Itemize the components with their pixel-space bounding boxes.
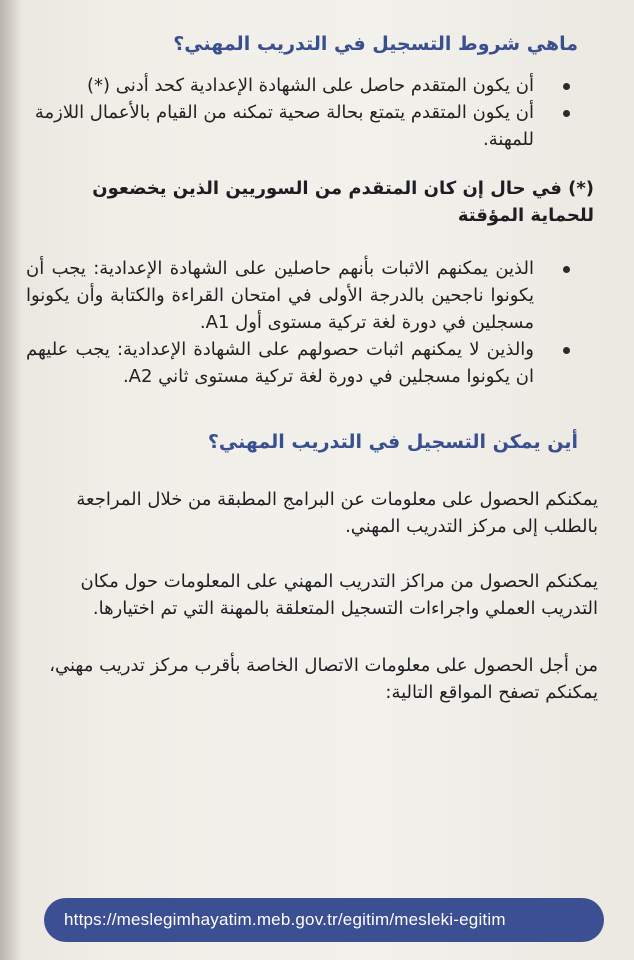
bullet-icon bbox=[563, 83, 570, 90]
requirements-list bbox=[26, 72, 612, 153]
page-edge-shadow bbox=[0, 0, 22, 960]
list-item bbox=[26, 99, 612, 153]
section2-heading: أين يمكن التسجيل في التدريب المهني؟ bbox=[207, 431, 578, 453]
bullet-icon bbox=[563, 110, 570, 117]
list-item bbox=[26, 255, 612, 336]
paragraph: يمكنكم الحصول على معلومات عن البرامج المطبقة من خلال المراجعة بالطلب إلى مركز التدريب المهني. bbox=[76, 489, 598, 537]
list-item bbox=[26, 336, 612, 390]
list-item-text: أن يكون المتقدم يتمتع بحالة صحية تمكنه من القيام بالأعمال اللازمة للمهنة. bbox=[34, 102, 534, 150]
website-link-bar[interactable] bbox=[44, 898, 604, 942]
bullet-icon bbox=[563, 266, 570, 273]
bullet-icon bbox=[563, 347, 570, 354]
list-item-text: والذين لا يمكنهم اثبات حصولهم على الشهادة الإعدادية: يجب عليهم ان يكونوا مسجلين في دورة لغة تركية مستوى ثاني A2. bbox=[26, 339, 534, 387]
list-item-text: أن يكون المتقدم حاصل على الشهادة الإعدادية كحد أدنى (*) bbox=[86, 75, 534, 96]
list-item-text: الذين يمكنهم الاثبات بأنهم حاصلين على الشهادة الإعدادية: يجب أن يكونوا ناجحين بالدرجة الأولى في امتحان القراءة والكتابة وأن يكونوا مسجلين في دورة لغة تركية مستوى أول A1. bbox=[26, 258, 534, 333]
paragraph: يمكنكم الحصول من مراكز التدريب المهني على المعلومات حول مكان التدريب العملي واجراءات التسجيل المتعلقة بالمهنة التي تم اختيارها. bbox=[80, 571, 598, 619]
syrians-note: (*) في حال إن كان المتقدم من السوريين الذين يخضعون للحماية المؤقتة bbox=[92, 178, 594, 226]
brochure-content bbox=[26, 22, 612, 706]
syrians-conditions-list bbox=[26, 255, 612, 390]
website-link[interactable]: https://meslegimhayatim.meb.gov.tr/egitim/mesleki-egitim bbox=[64, 910, 506, 929]
paragraph: من أجل الحصول على معلومات الاتصال الخاصة بأقرب مركز تدريب مهني، يمكنكم تصفح المواقع التالية: bbox=[49, 655, 598, 703]
list-item bbox=[26, 72, 612, 99]
section1-heading: ماهي شروط التسجيل في التدريب المهني؟ bbox=[173, 33, 578, 55]
